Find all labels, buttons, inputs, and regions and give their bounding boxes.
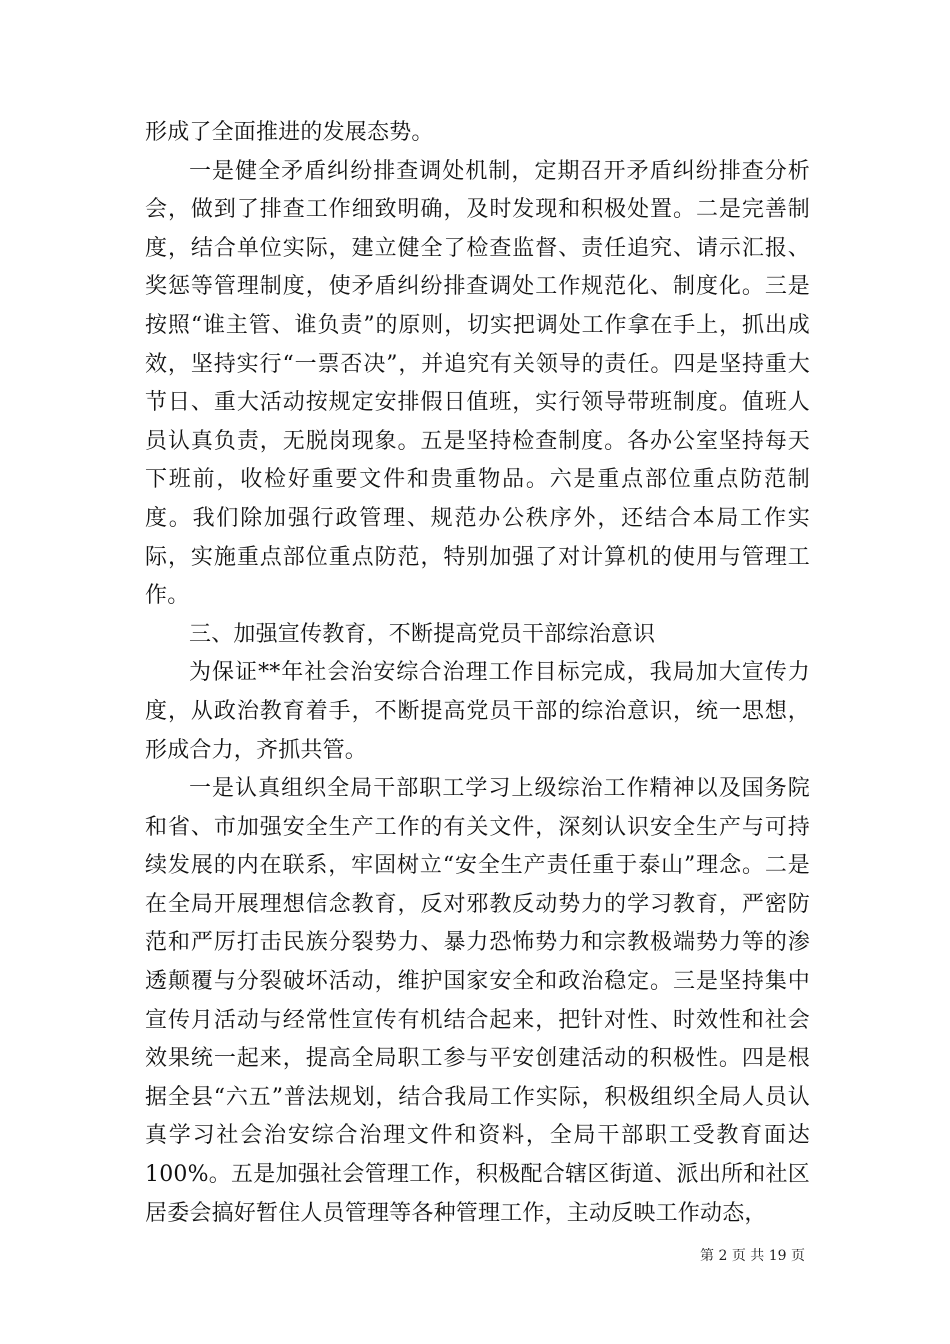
paragraph-continuation: 形成了全面推进的发展态势。	[145, 120, 434, 145]
document-body	[145, 114, 810, 1233]
section-heading-3: 三、加强宣传教育，不断提高党员干部综治意识	[189, 621, 656, 647]
paragraph-education: 一是认真组织全局干部职工学习上级综治工作精神以及国务院和省、市加强安全生产工作的有关文件，深刻认识安全生产与可持续发展的内在联系，牢固树立“安全生产责任重于泰山”理念。二是在全局开展理想信念教育，反对邪教反动势力的学习教育，严密防范和严厉打击民族分裂势力、暴力恐怖势力和宗教极端势力等的渗透颠覆与分裂破坏活动，维护国家安全和政治稳定。三是坚持集中宣传月活动与经常性宣传有机结合起来，把针对性、时效性和社会效果统一起来，提高全局职工参与平安创建活动的积极性。四是根据全县“六五”普法规划，结合我局工作实际，积极组织全局人员认真学习社会治安综合治理文件和资料，全局干部职工受教育面达100%。五是加强社会管理工作，积极配合辖区街道、派出所和社区居委会搞好暂住人员管理等各种管理工作，主动反映工作动态，	[145, 776, 810, 1226]
page-number: 第 2 页 共 19 页	[700, 1248, 805, 1264]
paragraph-intro-3: 为保证**年社会治安综合治理工作目标完成，我局加大宣传力度，从政治教育着手，不断提高党员干部的综治意识，统一思想，形成合力，齐抓共管。	[145, 660, 810, 763]
paragraph-mechanisms: 一是健全矛盾纠纷排查调处机制，定期召开矛盾纠纷排查分析会，做到了排查工作细致明确，及时发现和积极处置。二是完善制度，结合单位实际，建立健全了检查监督、责任追究、请示汇报、奖惩等管理制度，使矛盾纠纷排查调处工作规范化、制度化。三是按照“谁主管、谁负责”的原则，切实把调处工作拿在手上，抓出成效，坚持实行“一票否决”，并追究有关领导的责任。四是坚持重大节日、重大活动按规定安排假日值班，实行领导带班制度。值班人员认真负责，无脱岗现象。五是坚持检查制度。各办公室坚持每天下班前，收检好重要文件和贵重物品。六是重点部位重点防范制度。我们除加强行政管理、规范办公秩序外，还结合本局工作实际，实施重点部位重点防范，特别加强了对计算机的使用与管理工作。	[145, 158, 810, 609]
